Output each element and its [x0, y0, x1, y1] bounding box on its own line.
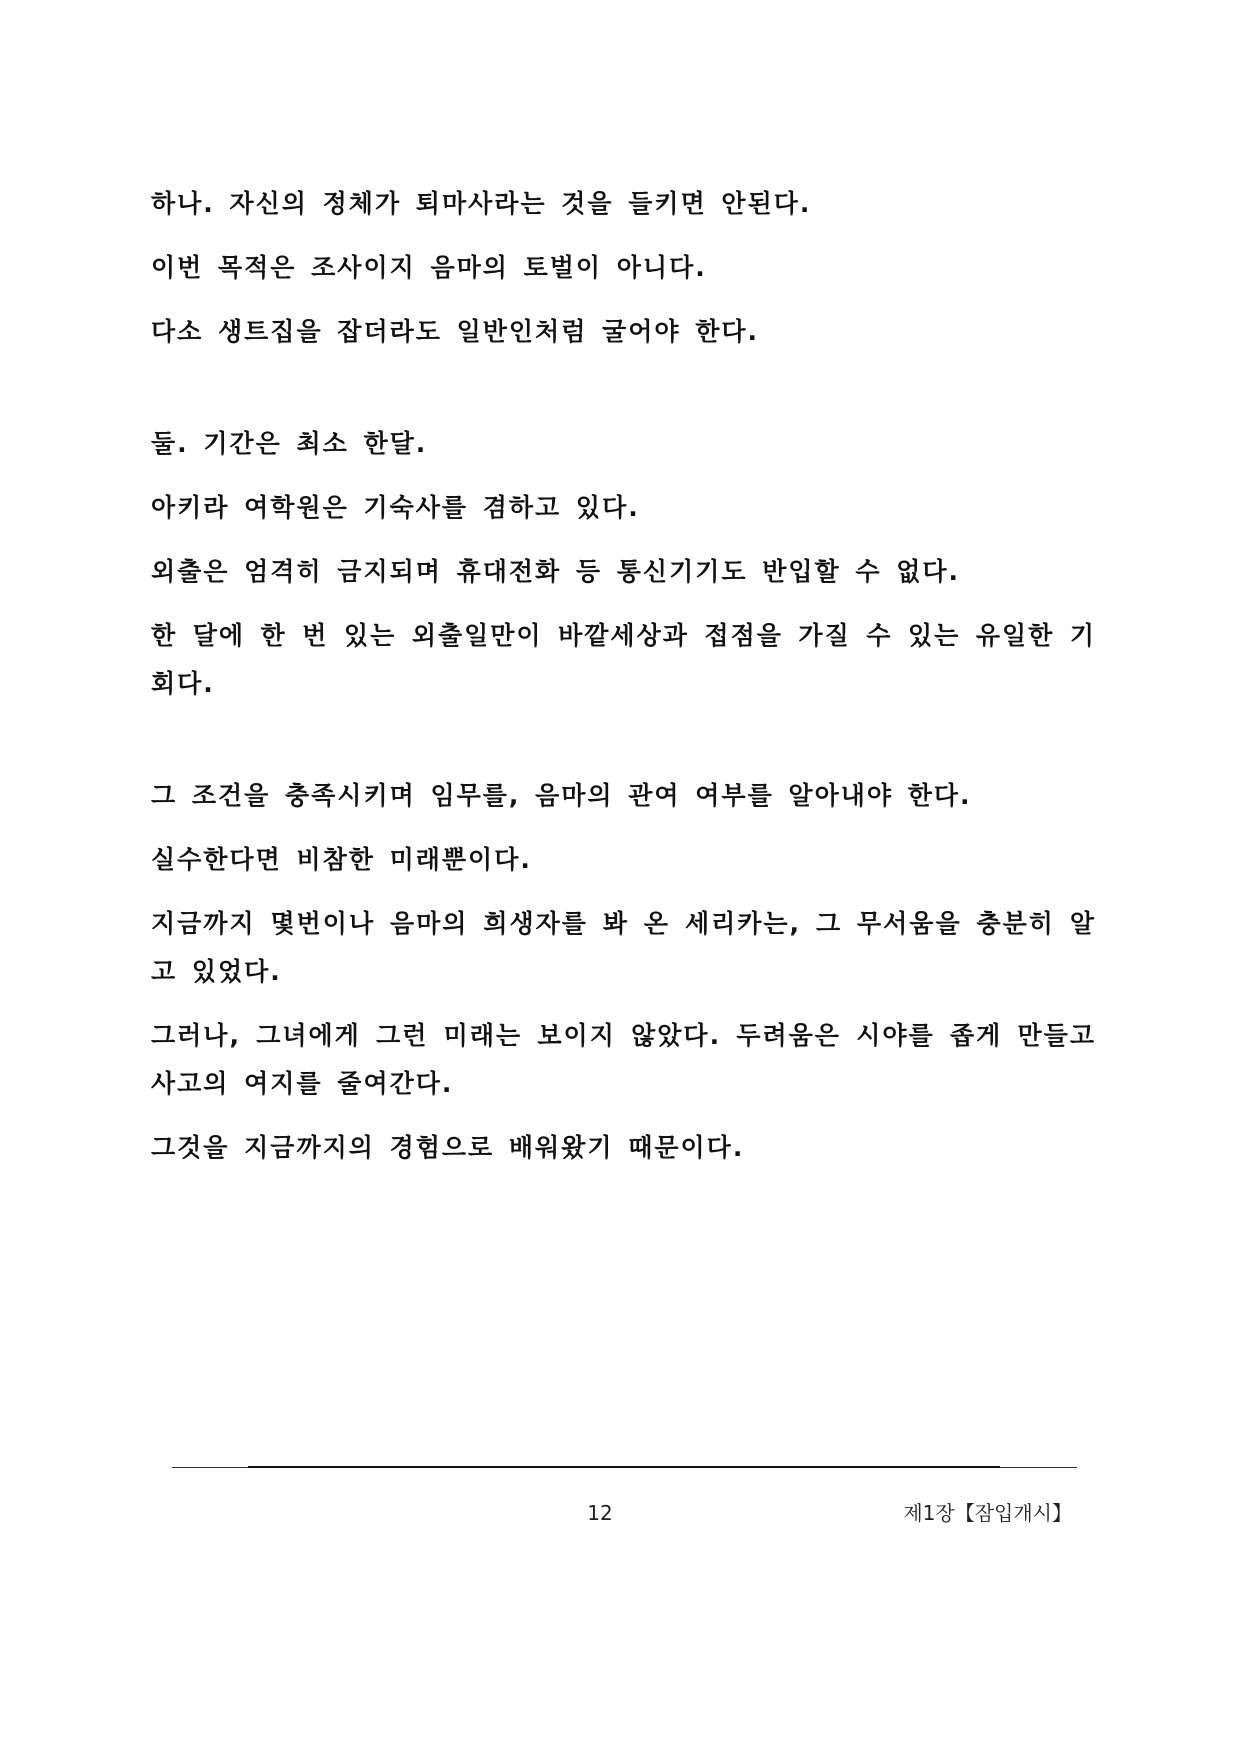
text-line: 그것을 지금까지의 경험으로 배워왔기 때문이다.: [151, 1133, 745, 1162]
paragraph-1: [151, 180, 1096, 356]
paragraph-2: [151, 420, 1096, 708]
text-line: 외출은 엄격히 금지되며 휴대전화 등 통신기기도 반입할 수 없다.: [151, 557, 961, 586]
text-line: 지금까지 몇번이나 음마의 희생자를 봐 온 세리카는, 그 무서움을 충분히 알고 있었다.: [151, 909, 1096, 986]
chapter-title: 제1장【잠입개시】: [903, 1501, 1072, 1525]
text-line: 다소 생트집을 잡더라도 일반인처럼 굴어야 한다.: [151, 317, 760, 346]
text-line: 둘. 기간은 최소 한달.: [151, 429, 428, 458]
text-line: 그러나, 그녀에게 그런 미래는 보이지 않았다. 두려움은 시야를 좁게 만들고 사고의 여지를 줄여간다.: [151, 1021, 1096, 1098]
page-number: 12: [587, 1501, 613, 1525]
text-line: 한 달에 한 번 있는 외출일만이 바깥세상과 접점을 가질 수 있는 유일한 기회다.: [151, 621, 1096, 698]
paragraph-3: [151, 772, 1096, 1172]
text-line: 하나. 자신의 정체가 퇴마사라는 것을 들키면 안된다.: [151, 189, 812, 218]
body-text: [151, 180, 1096, 1172]
text-line: 그 조건을 충족시키며 임무를, 음마의 관여 여부를 알아내야 한다.: [151, 781, 972, 810]
text-line: 이번 목적은 조사이지 음마의 토벌이 아니다.: [151, 253, 707, 282]
text-line: 실수한다면 비참한 미래뿐이다.: [151, 845, 532, 874]
footer-divider-accent: [248, 1466, 1000, 1468]
text-line: 아키라 여학원은 기숙사를 겸하고 있다.: [151, 493, 640, 522]
